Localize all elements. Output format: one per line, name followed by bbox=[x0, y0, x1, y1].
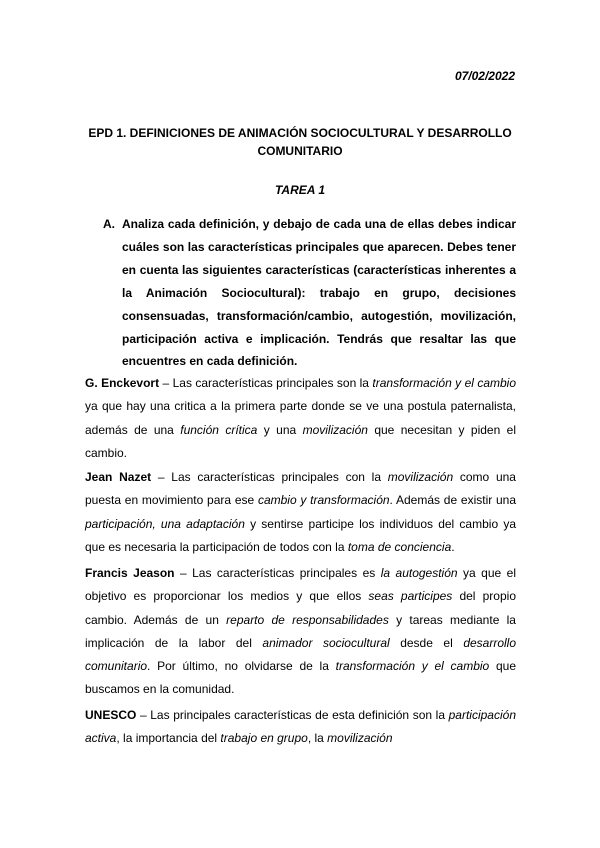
highlighted-characteristic: toma de conciencia bbox=[347, 539, 452, 554]
author-name: G. Enckevort bbox=[85, 376, 160, 390]
instruction-item bbox=[103, 213, 516, 373]
paragraph-text: . Por último, no olvidarse de la bbox=[147, 659, 336, 674]
list-marker: A. bbox=[103, 217, 115, 231]
highlighted-characteristic: animador sociocultural bbox=[262, 635, 390, 650]
highlighted-characteristic: movilización bbox=[327, 731, 393, 746]
paragraph-text: y sentirse participe los individuos del cambio ya que es necesaria la participación de todos con la bbox=[85, 516, 516, 554]
instruction-text: Analiza cada definición, y debajo de cada una de ellas debes indicar cuáles son las características principales que aparecen. Debes tener en cuenta las siguientes características (características inherentes a la Animación Sociocultural): trabajo en grupo, decisiones consensuadas, transformación/cambio, autogestión, movilización, participación activa e implicación. Tendrás que resaltar las que encuentres en cada definición. bbox=[122, 217, 516, 369]
paragraph-text: . Además de existir una bbox=[389, 493, 517, 508]
paragraph-text: ya que el objetivo es proporcionar los medios y que ellos bbox=[85, 566, 517, 604]
document-date: 07/02/2022 bbox=[454, 69, 515, 83]
paragraph-text: , la bbox=[307, 731, 328, 746]
highlighted-characteristic: función crítica bbox=[180, 422, 258, 437]
highlighted-characteristic: transformación y el cambio bbox=[335, 659, 490, 674]
definition-paragraph-nazet bbox=[85, 466, 516, 559]
task-heading: TAREA 1 bbox=[274, 183, 325, 197]
document-title: EPD 1. DEFINICIONES DE ANIMACIÓN SOCIOCULTURAL Y DESARROLLO COMUNITARIO bbox=[88, 126, 512, 158]
paragraph-text: y tareas mediante la implicación de la labor del bbox=[85, 612, 516, 650]
highlighted-characteristic: seas participes bbox=[368, 589, 453, 604]
paragraph-text: que buscamos en la comunidad. bbox=[85, 659, 516, 697]
paragraph-text: que necesitan y piden el cambio. bbox=[85, 422, 517, 460]
paragraph-text: desde el bbox=[389, 635, 464, 650]
author-name: Jean Nazet bbox=[85, 470, 152, 484]
paragraph-text: del propio cambio. Además de un bbox=[85, 589, 516, 627]
highlighted-characteristic: cambio y transformación bbox=[257, 493, 390, 508]
definition-paragraph-enckevort bbox=[85, 372, 516, 465]
paragraph-text: – Las características principales es bbox=[174, 566, 381, 580]
highlighted-characteristic: reparto de responsabilidades bbox=[226, 612, 389, 627]
paragraph-text: – Las características principales con la bbox=[151, 470, 388, 484]
paragraph-text: como una puesta en movimiento para ese bbox=[85, 470, 516, 508]
definition-paragraph-unesco bbox=[85, 704, 516, 751]
highlighted-characteristic: movilización bbox=[302, 422, 368, 437]
paragraph-text: ya que hay una critica a la primera parte donde se ve una postula paternalista, además de una bbox=[85, 399, 516, 437]
author-name: UNESCO bbox=[85, 708, 137, 722]
highlighted-characteristic: la autogestión bbox=[380, 566, 458, 580]
highlighted-characteristic: participación activa bbox=[85, 708, 516, 746]
highlighted-characteristic: desarrollo comunitario bbox=[85, 635, 517, 674]
author-name: Francis Jeason bbox=[85, 566, 175, 580]
highlighted-characteristic: movilización bbox=[387, 470, 454, 484]
highlighted-characteristic: trabajo en grupo bbox=[220, 731, 308, 746]
paragraph-text: , la importancia del bbox=[116, 731, 221, 746]
paragraph-text: – Las principales características de esta definición son la bbox=[136, 708, 449, 722]
definition-paragraph-jeason bbox=[85, 562, 516, 702]
paragraph-text: . bbox=[451, 539, 455, 554]
highlighted-characteristic: participación, una adaptación bbox=[85, 516, 245, 531]
paragraph-text: – Las características principales son la bbox=[159, 376, 373, 390]
paragraph-text: y una bbox=[257, 422, 303, 437]
highlighted-characteristic: transformación y el cambio bbox=[372, 376, 517, 390]
